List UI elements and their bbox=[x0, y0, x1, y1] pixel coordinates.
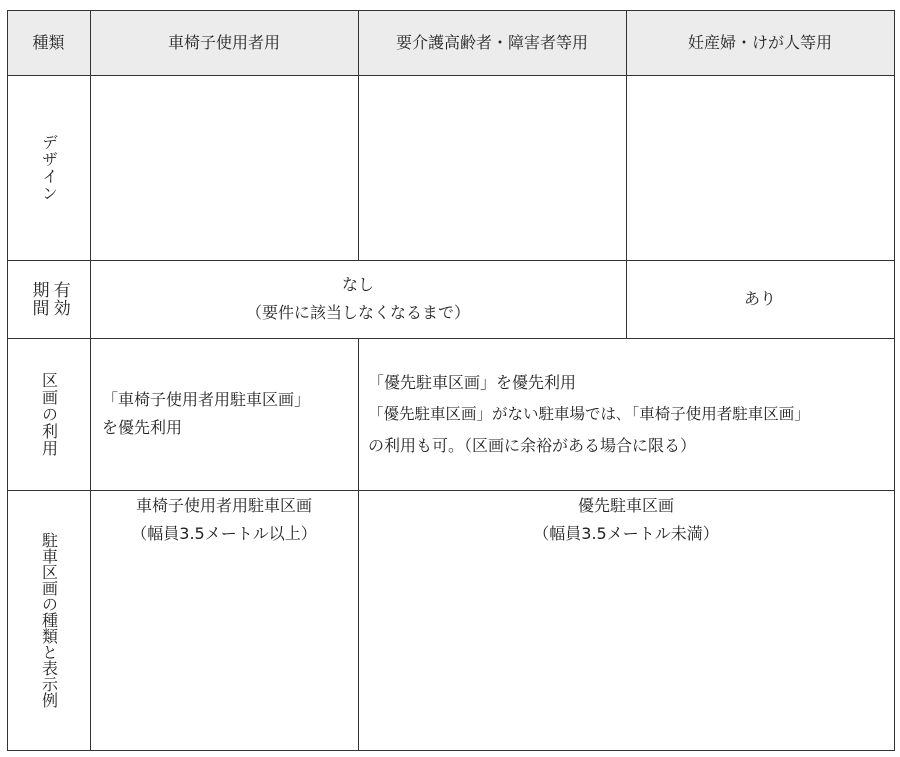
types-wheelchair-cell bbox=[90, 490, 358, 750]
types-priority-name: 優先駐車区画 bbox=[577, 496, 674, 515]
types-priority-width: （幅員3.5メートル未満） bbox=[533, 524, 719, 543]
design-row-label-cell bbox=[7, 75, 90, 260]
design-elderly-disabled-cell bbox=[358, 75, 626, 260]
usage-priority-cell bbox=[358, 338, 894, 490]
rule-col2-upper bbox=[358, 10, 359, 260]
validity-none-text: なし bbox=[341, 275, 374, 294]
header-elderly-disabled bbox=[358, 10, 626, 75]
header-type-label: 種類 bbox=[32, 32, 65, 52]
rule-after-usage bbox=[7, 490, 894, 491]
rule-col1 bbox=[90, 10, 91, 751]
header-wheelchair bbox=[90, 10, 358, 75]
rule-bottom bbox=[7, 750, 894, 751]
rule-after-validity bbox=[7, 338, 894, 339]
usage-row-label: 区画の利用 bbox=[39, 371, 59, 457]
rule-top bbox=[7, 10, 894, 11]
usage-priority-line1: 「優先駐車区画」を優先利用 bbox=[368, 372, 577, 392]
rule-after-design bbox=[7, 260, 894, 261]
design-pregnant-injured-cell bbox=[626, 75, 894, 260]
types-row-label-cell bbox=[7, 490, 90, 750]
validity-yes-text: あり bbox=[743, 289, 776, 308]
rule-col3-upper bbox=[626, 10, 627, 338]
rule-right bbox=[894, 10, 895, 751]
header-type bbox=[7, 10, 90, 75]
validity-row-label: 有効期間 bbox=[28, 281, 70, 317]
rule-col2-lower bbox=[358, 338, 359, 751]
usage-priority-line3: の利用も可。（区画に余裕がある場合に限る） bbox=[368, 435, 697, 455]
rule-left bbox=[7, 10, 8, 751]
types-wheelchair-name: 車椅子使用者用駐車区画 bbox=[135, 496, 312, 515]
header-pregnant-injured bbox=[626, 10, 894, 75]
validity-none-cell bbox=[90, 260, 626, 338]
usage-wheelchair-cell bbox=[90, 338, 358, 490]
header-wheelchair-label: 車椅子使用者用 bbox=[167, 32, 280, 52]
types-row-label: 駐車区画の種類と表示例 bbox=[39, 532, 59, 708]
types-priority-cell bbox=[358, 490, 894, 750]
validity-none-note: （要件に該当しなくなるまで） bbox=[245, 303, 470, 322]
usage-wheelchair-line1: 「車椅子使用者用駐車区画」 bbox=[102, 390, 311, 409]
design-wheelchair-cell bbox=[90, 75, 358, 260]
validity-yes-cell bbox=[626, 260, 894, 338]
header-pregnant-injured-label: 妊産婦・けが人等用 bbox=[687, 32, 832, 52]
rule-after-header bbox=[7, 75, 894, 76]
usage-priority-line2: 「優先駐車区画」がない駐車場では､「車椅子使用者駐車区画」 bbox=[368, 404, 810, 423]
types-wheelchair-width: （幅員3.5メートル以上） bbox=[131, 524, 317, 543]
design-row-label: デザイン bbox=[39, 133, 59, 202]
usage-wheelchair-line2: を優先利用 bbox=[102, 418, 183, 437]
usage-row-label-cell bbox=[7, 338, 90, 490]
header-elderly-disabled-label: 要介護高齢者・障害者等用 bbox=[395, 32, 588, 52]
validity-row-label-cell bbox=[7, 260, 90, 338]
